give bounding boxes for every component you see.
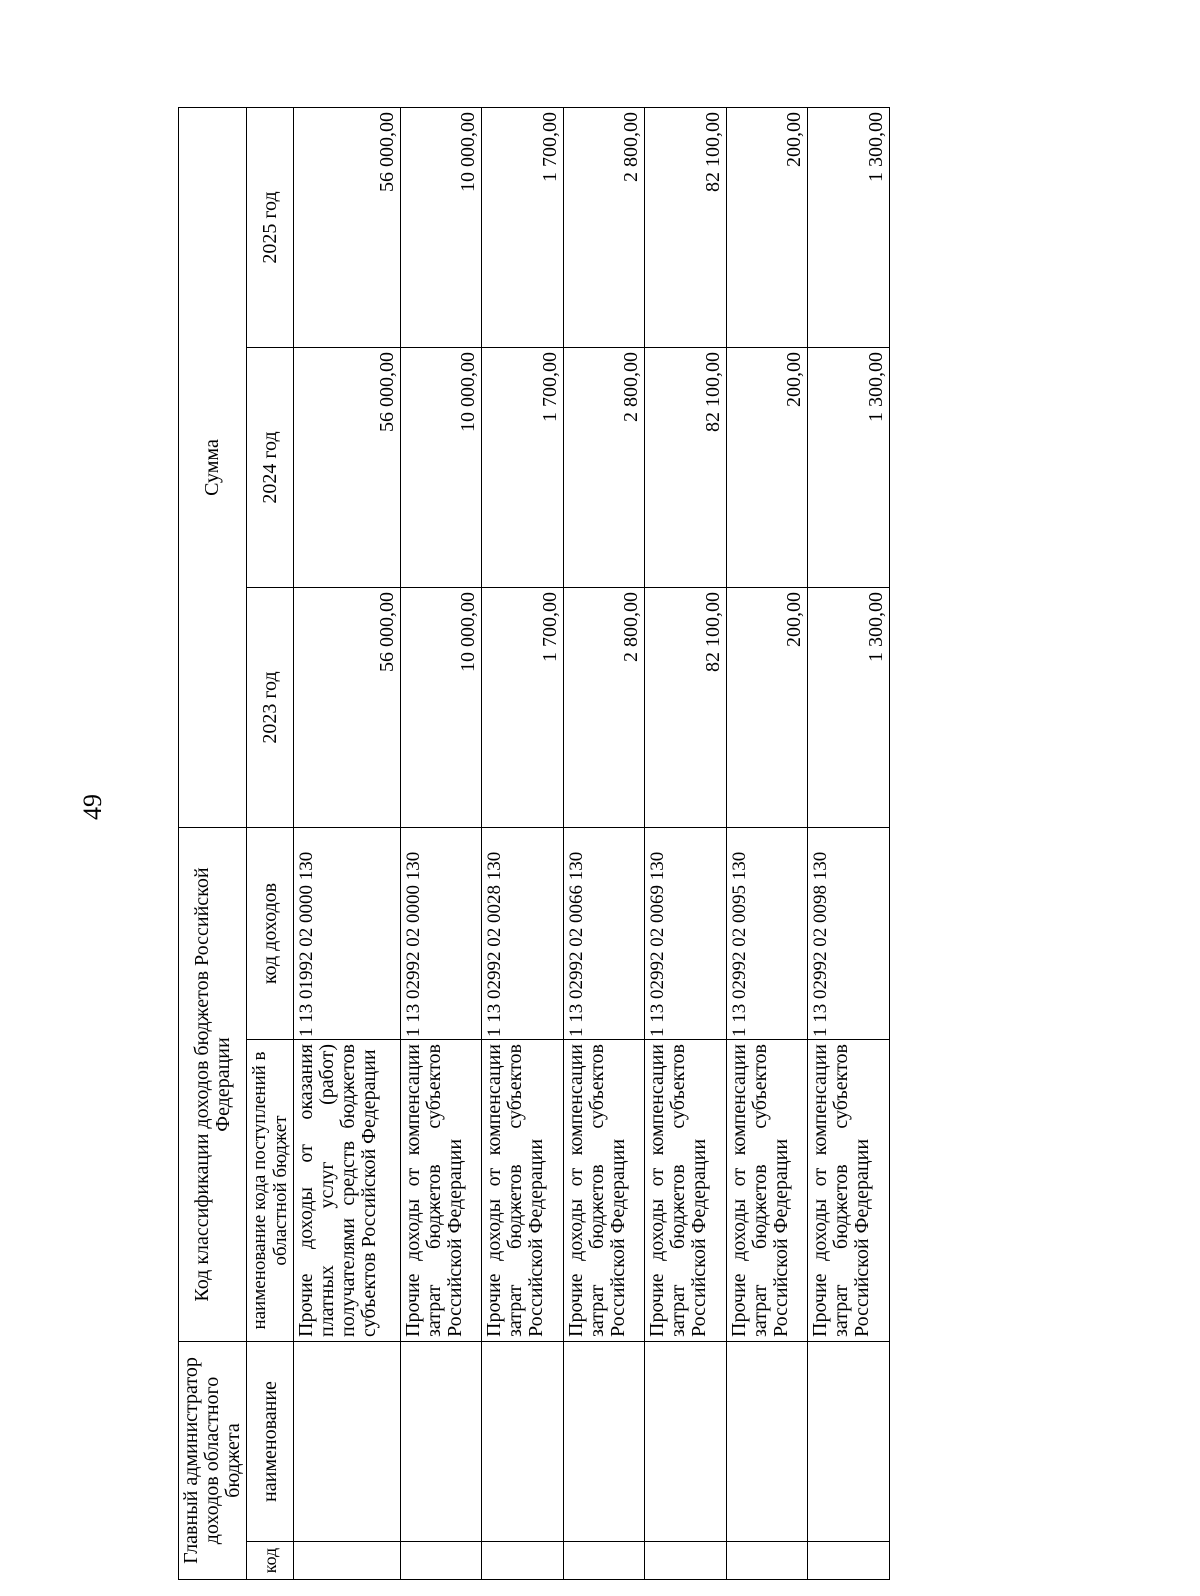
cell-admin-code [294, 1542, 401, 1580]
cell-admin-name [645, 1342, 727, 1542]
cell-income-name: Прочие доходы от компенсации затрат бюджетов субъектов Российской Федерации [400, 1040, 482, 1342]
header-admin-group: Главный администратор доходов областного бюджета [179, 1342, 247, 1580]
cell-sum-2023: 10 000,00 [400, 588, 482, 828]
cell-sum-2023: 1 300,00 [808, 588, 890, 828]
cell-income-name: Прочие доходы от компенсации затрат бюджетов субъектов Российской Федерации [482, 1040, 564, 1342]
cell-sum-2025: 1 700,00 [482, 107, 564, 347]
cell-sum-2024: 2 800,00 [563, 348, 645, 588]
header-classification-group: Код классификации доходов бюджетов Российской Федерации [179, 828, 247, 1342]
cell-sum-2025: 56 000,00 [294, 107, 401, 347]
table-row [294, 107, 401, 1579]
cell-sum-2023: 56 000,00 [294, 588, 401, 828]
cell-sum-2023: 200,00 [726, 588, 808, 828]
table-row [482, 107, 564, 1579]
cell-sum-2023: 2 800,00 [563, 588, 645, 828]
cell-admin-name [294, 1342, 401, 1542]
table-row [645, 107, 727, 1579]
cell-income-code: 1 13 01992 02 0000 130 [294, 828, 401, 1040]
cell-sum-2025: 82 100,00 [645, 107, 727, 347]
page-number: 49 [78, 794, 107, 820]
cell-income-code: 1 13 02992 02 0000 130 [400, 828, 482, 1040]
cell-admin-name [808, 1342, 890, 1542]
table-row [563, 107, 645, 1579]
revenue-table [178, 107, 890, 1580]
cell-admin-code [645, 1542, 727, 1580]
table-row [808, 107, 890, 1579]
cell-sum-2025: 1 300,00 [808, 107, 890, 347]
cell-admin-code [726, 1542, 808, 1580]
cell-income-code: 1 13 02992 02 0028 130 [482, 828, 564, 1040]
cell-admin-name [482, 1342, 564, 1542]
cell-sum-2024: 82 100,00 [645, 348, 727, 588]
cell-income-code: 1 13 02992 02 0066 130 [563, 828, 645, 1040]
cell-sum-2023: 82 100,00 [645, 588, 727, 828]
cell-sum-2025: 200,00 [726, 107, 808, 347]
cell-sum-2024: 10 000,00 [400, 348, 482, 588]
table-row [726, 107, 808, 1579]
cell-income-name: Прочие доходы от оказания платных услуг (работ) получателями средств бюджетов субъектов Российской Федерации [294, 1040, 401, 1342]
rotated-table-container [178, 108, 890, 1580]
header-year-2023: 2023 год [247, 588, 294, 828]
cell-income-name: Прочие доходы от компенсации затрат бюджетов субъектов Российской Федерации [645, 1040, 727, 1342]
cell-admin-code [808, 1542, 890, 1580]
cell-sum-2024: 1 300,00 [808, 348, 890, 588]
cell-sum-2023: 1 700,00 [482, 588, 564, 828]
cell-sum-2025: 10 000,00 [400, 107, 482, 347]
cell-income-name: Прочие доходы от компенсации затрат бюджетов субъектов Российской Федерации [563, 1040, 645, 1342]
header-admin-name: наименование [247, 1342, 294, 1542]
header-admin-code: код [247, 1542, 294, 1580]
cell-sum-2024: 1 700,00 [482, 348, 564, 588]
header-income-code: код доходов [247, 828, 294, 1040]
cell-admin-code [482, 1542, 564, 1580]
cell-admin-code [563, 1542, 645, 1580]
cell-income-code: 1 13 02992 02 0095 130 [726, 828, 808, 1040]
cell-sum-2024: 200,00 [726, 348, 808, 588]
table-row [400, 107, 482, 1579]
cell-income-name: Прочие доходы от компенсации затрат бюджетов субъектов Российской Федерации [808, 1040, 890, 1342]
cell-income-name: Прочие доходы от компенсации затрат бюджетов субъектов Российской Федерации [726, 1040, 808, 1342]
cell-sum-2025: 2 800,00 [563, 107, 645, 347]
cell-admin-name [563, 1342, 645, 1542]
header-year-2025: 2025 год [247, 107, 294, 347]
cell-income-code: 1 13 02992 02 0069 130 [645, 828, 727, 1040]
cell-income-code: 1 13 02992 02 0098 130 [808, 828, 890, 1040]
header-year-2024: 2024 год [247, 348, 294, 588]
cell-admin-name [400, 1342, 482, 1542]
header-income-name: наименование кода поступлений в областной бюджет [247, 1040, 294, 1342]
header-sum-group: Сумма [179, 107, 247, 827]
cell-admin-name [726, 1342, 808, 1542]
cell-admin-code [400, 1542, 482, 1580]
cell-sum-2024: 56 000,00 [294, 348, 401, 588]
